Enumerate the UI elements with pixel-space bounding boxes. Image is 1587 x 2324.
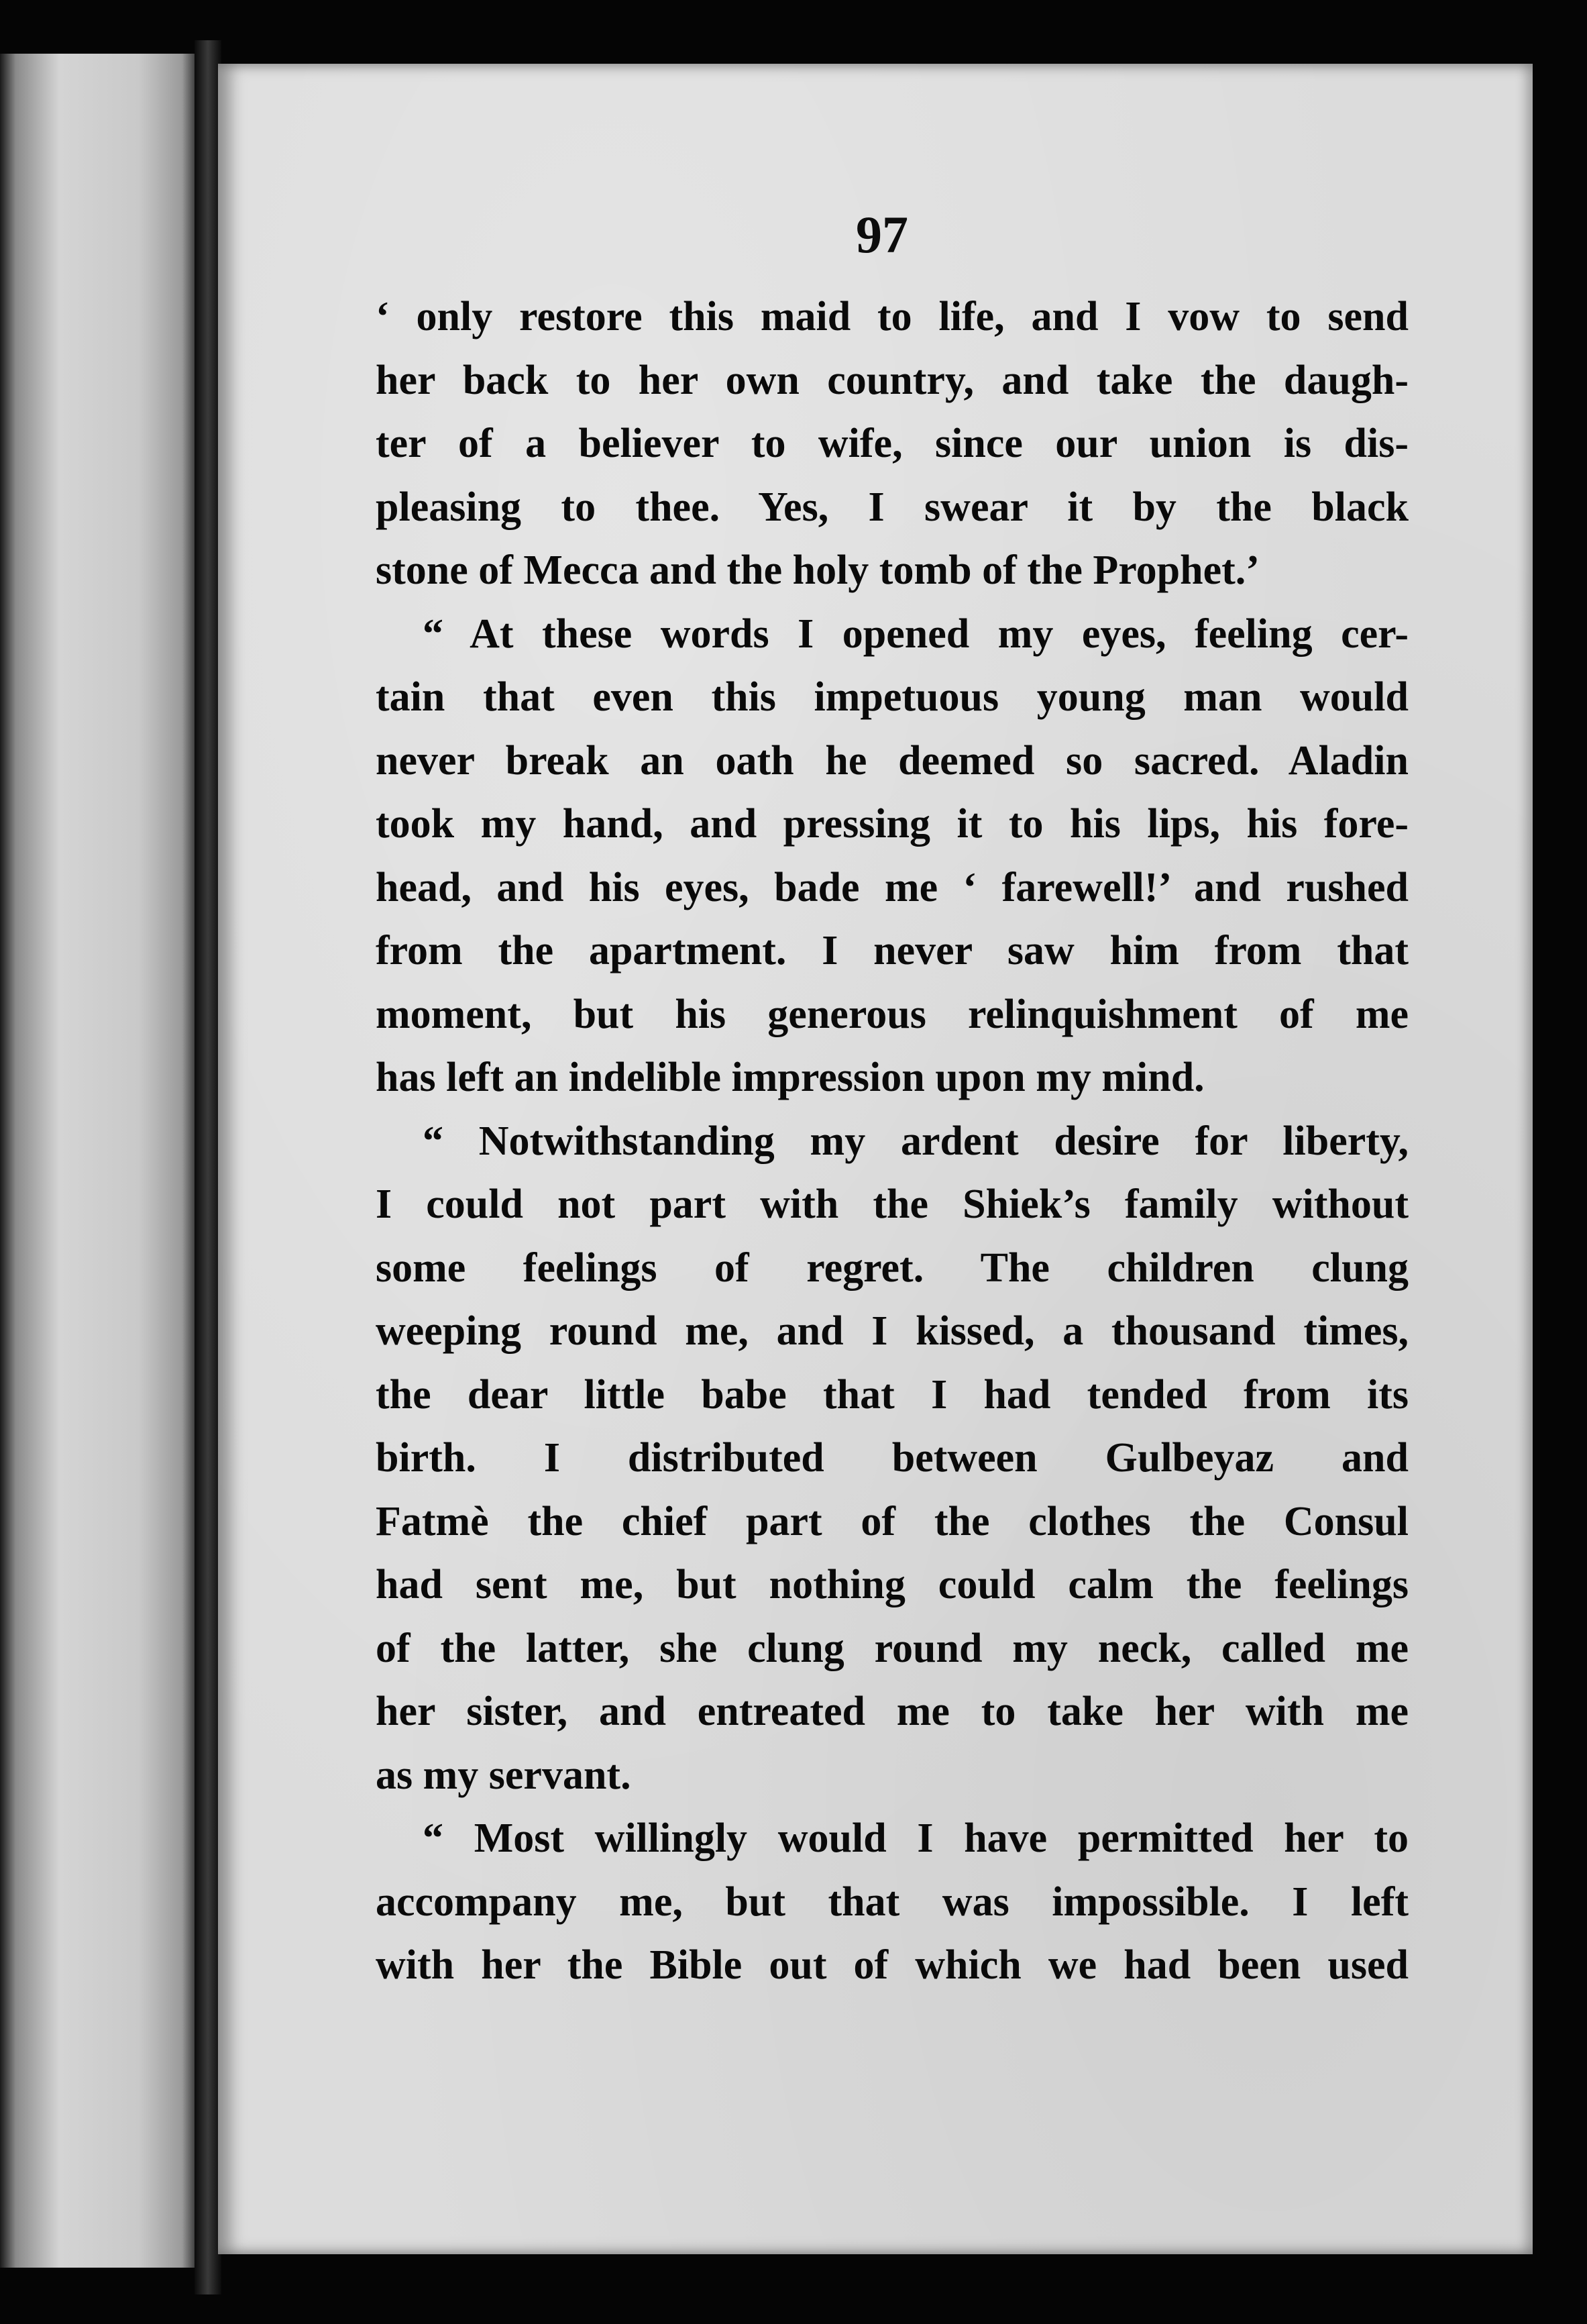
text-line: her sister, and entreated me to take her with me: [376, 1689, 1409, 1734]
text-line: birth. I distributed between Gulbeyaz and: [376, 1435, 1409, 1481]
page-number: 97: [856, 205, 908, 264]
text-line: has left an indelible impression upon my mind.: [376, 1055, 1205, 1100]
text-line: stone of Mecca and the holy tomb of the Prophet.’: [376, 547, 1260, 593]
text-line: took my hand, and pressing it to his lips, his fore-: [376, 801, 1409, 847]
text-line: tain that even this impetuous young man would: [376, 674, 1409, 720]
text-line: had sent me, but nothing could calm the feelings: [376, 1562, 1409, 1607]
text-line: I could not part with the Shiek’s family without: [376, 1181, 1409, 1227]
text-line: “ Most willingly would I have permitted her to: [423, 1815, 1409, 1861]
book-page: [218, 64, 1533, 2254]
book-gutter: [195, 40, 221, 2294]
text-line: weeping round me, and I kissed, a thousand times,: [376, 1308, 1409, 1354]
text-line: accompany me, but that was impossible. I left: [376, 1879, 1409, 1925]
text-line: “ Notwithstanding my ardent desire for liberty,: [423, 1118, 1409, 1164]
text-line: some feelings of regret. The children clung: [376, 1245, 1409, 1291]
text-line: of the latter, she clung round my neck, called me: [376, 1625, 1409, 1671]
text-line: moment, but his generous relinquishment of me: [376, 991, 1409, 1037]
text-line: pleasing to thee. Yes, I swear it by the black: [376, 484, 1409, 530]
text-line: Fatmè the chief part of the clothes the Consul: [376, 1498, 1409, 1544]
text-line: ter of a believer to wife, since our union is dis-: [376, 421, 1409, 466]
text-line: her back to her own country, and take the daugh-: [376, 357, 1409, 403]
text-line: ‘ only restore this maid to life, and I vow to send: [376, 294, 1409, 339]
body-text: [376, 285, 1409, 1997]
text-line: the dear little babe that I had tended from its: [376, 1371, 1409, 1418]
facing-page-edge: [0, 54, 198, 2268]
text-line: from the apartment. I never saw him from that: [376, 928, 1409, 973]
text-line: as my servant.: [376, 1752, 631, 1798]
text-line: “ At these words I opened my eyes, feeling cer-: [423, 611, 1409, 657]
text-line: with her the Bible out of which we had been used: [376, 1942, 1409, 1988]
text-line: head, and his eyes, bade me ‘ farewell!’ and rushed: [376, 864, 1409, 910]
text-line: never break an oath he deemed so sacred. Aladin: [376, 737, 1409, 784]
